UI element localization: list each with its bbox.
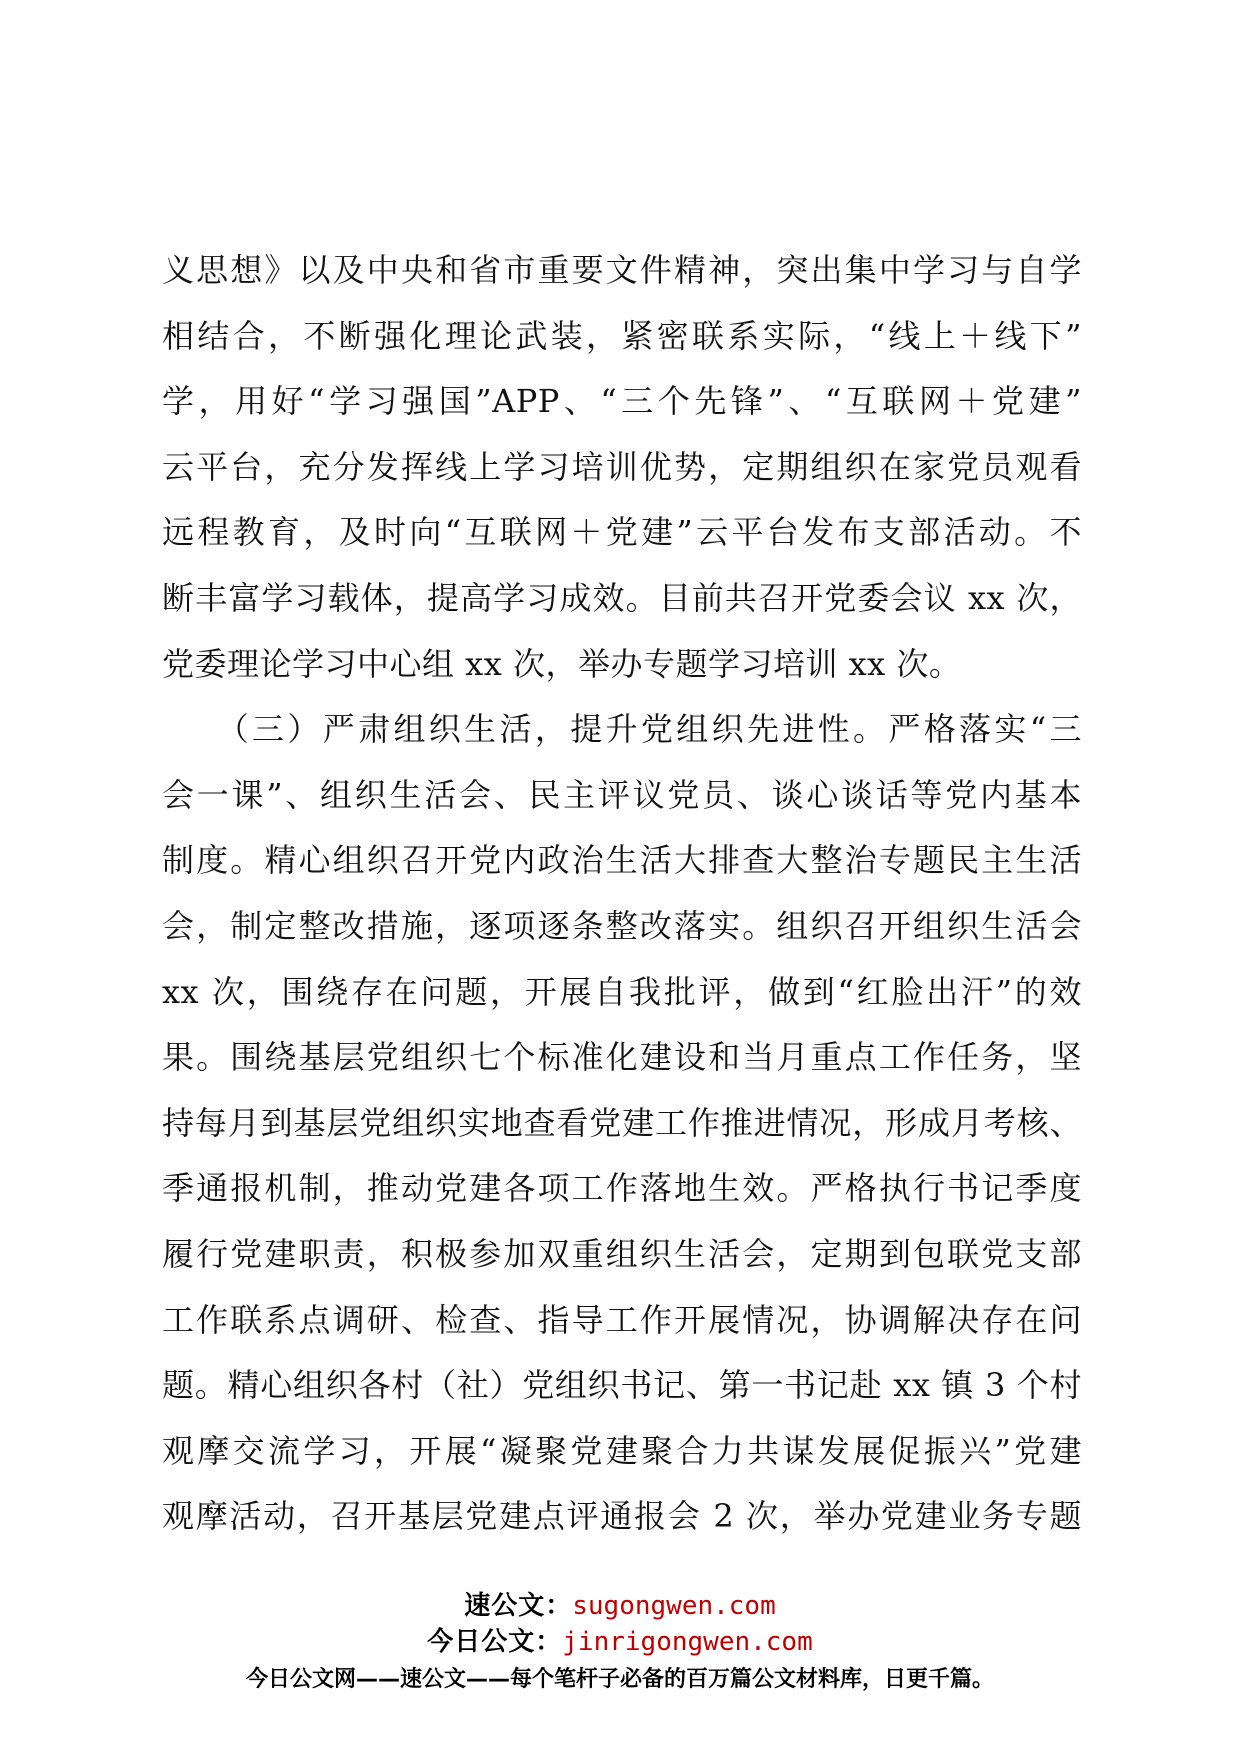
text-line: 云平台，充分发挥线上学习培训优势，定期组织在家党员观看 — [162, 447, 1082, 486]
text-line: 题。精心组织各村（社）党组织书记、第一书记赴 xx 镇 3 个村 — [162, 1366, 1082, 1405]
text-line: 持每月到基层党组织实地查看党建工作推进情况，形成月考核、 — [162, 1103, 1082, 1142]
footer-site-1 — [0, 1590, 1240, 1622]
text-line: 制度。精心组织召开党内政治生活大排查大整治专题民主生活 — [162, 841, 1082, 880]
text-line: 断丰富学习载体，提高学习成效。目前共召开党委会议 xx 次， — [162, 578, 1082, 617]
text-line: 履行党建职责，积极参加双重组织生活会，定期到包联党支部 — [162, 1234, 1082, 1273]
text-line: 果。围绕基层党组织七个标准化建设和当月重点工作任务，坚 — [162, 1038, 1082, 1077]
site-2-label: 今日公文： — [427, 1627, 563, 1657]
text-line: 义思想》以及中央和省市重要文件精神，突出集中学习与自学 — [162, 251, 1082, 289]
text-line: 观摩活动，召开基层党建点评通报会 2 次，举办党建业务专题 — [162, 1497, 1082, 1536]
text-line: 工作联系点调研、检查、指导工作开展情况，协调解决存在问 — [162, 1300, 1082, 1339]
text-line: 季通报机制，推动党建各项工作落地生效。严格执行书记季度 — [162, 1169, 1082, 1208]
site-1-url-link[interactable]: sugongwen.com — [572, 1591, 776, 1621]
footer-slogan: 今日公文网——速公文——每个笔杆子必备的百万篇公文材料库，日更千篇。 — [245, 1667, 994, 1692]
text-line: xx 次，围绕存在问题，开展自我批评，做到“红脸出汗”的效 — [162, 972, 1082, 1011]
document-body — [162, 238, 1082, 1550]
footer-site-2 — [0, 1626, 1240, 1658]
text-line: 观摩交流学习，开展“凝聚党建聚合力共谋发展促振兴”党建 — [162, 1431, 1082, 1470]
site-1-label: 速公文： — [464, 1591, 573, 1621]
text-line: 学，用好“学习强国”APP、“三个先锋”、“互联网＋党建” — [162, 382, 1082, 421]
text-line: 会一课”、组织生活会、民主评议党员、谈心谈话等党内基本 — [162, 775, 1082, 814]
text-line: 远程教育，及时向“互联网＋党建”云平台发布支部活动。不 — [162, 513, 1082, 552]
text-line: 相结合，不断强化理论武装，紧密联系实际，“线上＋线下” — [162, 316, 1082, 355]
section-heading-line: （三）严肃组织生活，提升党组织先进性。严格落实“三 — [162, 710, 1082, 749]
site-2-url-link[interactable]: jinrigongwen.com — [562, 1627, 813, 1657]
text-line: 会，制定整改措施，逐项逐条整改落实。组织召开组织生活会 — [162, 906, 1082, 945]
text-line: 党委理论学习中心组 xx 次，举办专题学习培训 xx 次。 — [162, 644, 962, 683]
